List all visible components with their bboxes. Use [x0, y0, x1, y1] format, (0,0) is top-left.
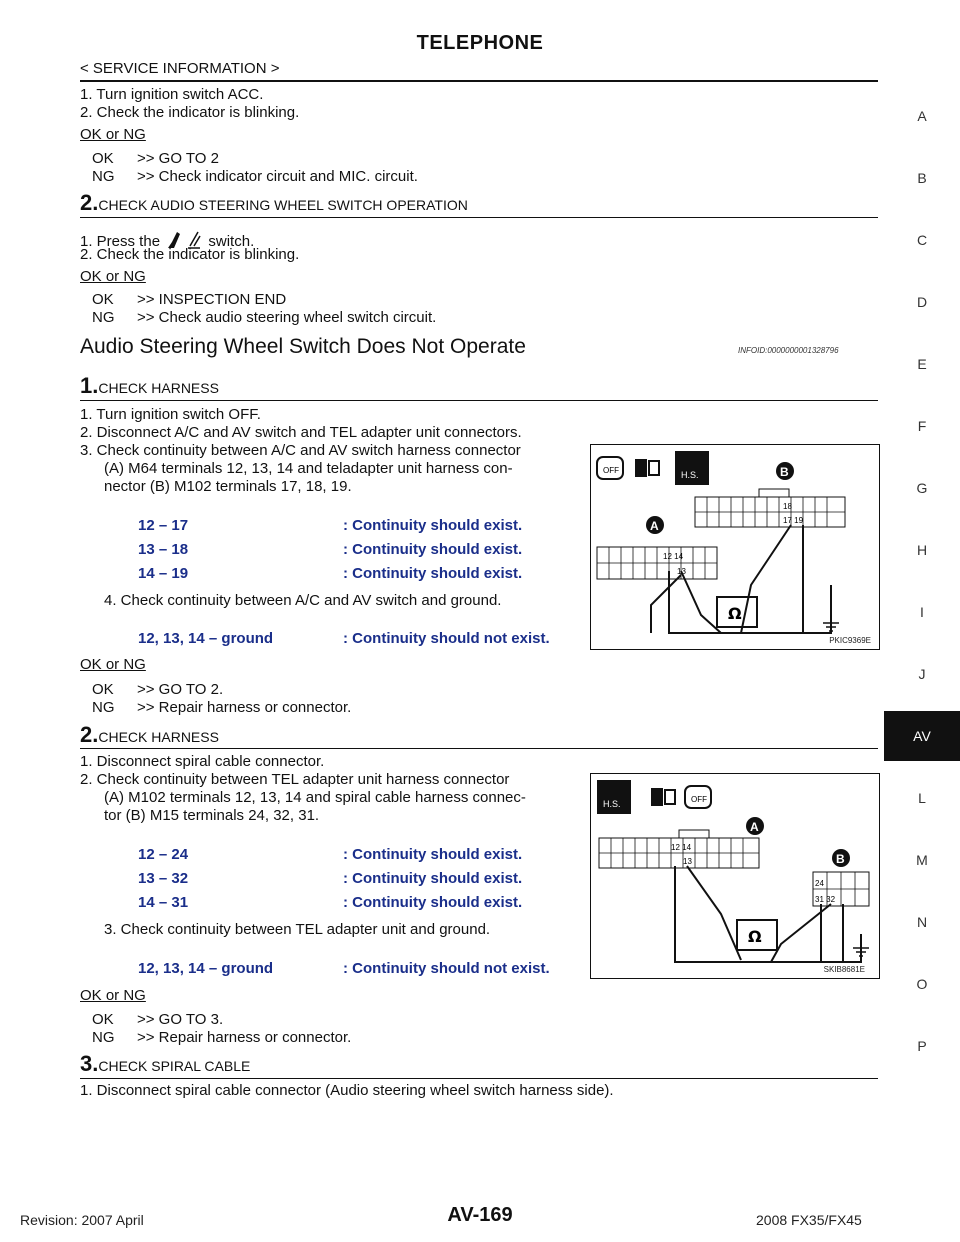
page-number: AV-169	[447, 1204, 513, 1226]
spec-terminals: 12, 13, 14 – ground	[138, 960, 274, 977]
figure-code: SKIB8681E	[823, 965, 865, 974]
spec-terminals: 14 – 31	[138, 894, 189, 911]
step-title: CHECK HARNESS	[98, 729, 219, 745]
result-text: >> Check audio steering wheel switch circuit.	[137, 309, 437, 326]
result-code: OK	[92, 291, 114, 308]
spec-terminals: 14 – 19	[138, 565, 189, 582]
step-heading	[80, 373, 219, 399]
figure-code: PKIC9369E	[829, 636, 871, 645]
connector-diagram	[590, 444, 880, 650]
result-text: >> GO TO 3.	[137, 1011, 224, 1028]
step-title: CHECK SPIRAL CABLE	[98, 1058, 251, 1074]
step-heading	[80, 1051, 250, 1077]
pins-b-top: 18	[783, 502, 792, 511]
pins-a-top: 12 14	[671, 843, 692, 852]
result-code: OK	[92, 150, 114, 167]
tab-av[interactable]: AV	[884, 711, 960, 761]
spec-result: : Continuity should exist.	[343, 517, 523, 534]
step-line: (A) M64 terminals 12, 13, 14 and teladapter unit harness con-	[104, 460, 513, 477]
spec-terminals: 12 – 17	[138, 517, 189, 534]
spec-terminals: 13 – 32	[138, 870, 189, 887]
harness-side-icon	[675, 451, 709, 485]
result-text: >> Check indicator circuit and MIC. circuit.	[137, 168, 418, 185]
step-title: CHECK AUDIO STEERING WHEEL SWITCH OPERATION	[98, 197, 468, 213]
step-heading	[80, 722, 219, 748]
spec-terminals: 12 – 24	[138, 846, 189, 863]
result-code: OK	[92, 681, 114, 698]
step-line: tor (B) M15 terminals 24, 32, 31.	[104, 807, 320, 824]
step-rule	[80, 400, 878, 401]
result-text: >> INSPECTION END	[137, 291, 287, 308]
result-code: NG	[92, 699, 115, 716]
label-a: A	[750, 820, 759, 834]
tab-g[interactable]: G	[916, 480, 928, 496]
spec-result: : Continuity should not exist.	[343, 630, 550, 647]
step-line: 2. Check the indicator is blinking.	[80, 246, 300, 263]
tab-b[interactable]: B	[917, 170, 927, 186]
disconnect-icon	[635, 459, 659, 477]
tab-l[interactable]: L	[918, 790, 926, 806]
step-line: 4. Check continuity between A/C and AV switch and ground.	[104, 592, 502, 609]
off-key-icon	[685, 786, 711, 808]
spec-terminals: 12, 13, 14 – ground	[138, 630, 274, 647]
pins-a-bot: 13	[683, 857, 692, 866]
ok-or-ng-label: OK or NG	[80, 126, 146, 143]
step-line: 3. Check continuity between A/C and AV switch harness connector	[80, 442, 521, 459]
tab-n[interactable]: N	[916, 914, 928, 930]
tab-h[interactable]: H	[916, 542, 928, 558]
tab-f[interactable]: F	[917, 418, 927, 434]
result-code: OK	[92, 1011, 114, 1028]
page-title: TELEPHONE	[416, 32, 544, 54]
section-label: < SERVICE INFORMATION >	[80, 60, 280, 77]
step-title: CHECK HARNESS	[98, 380, 219, 396]
result-code: NG	[92, 309, 115, 326]
ohm-symbol: Ω	[728, 604, 742, 623]
result-text: >> GO TO 2	[137, 150, 219, 167]
ok-or-ng-label: OK or NG	[80, 987, 146, 1004]
tab-p[interactable]: P	[917, 1038, 927, 1054]
off-key-icon	[597, 457, 623, 479]
spec-result: : Continuity should exist.	[343, 894, 523, 911]
tab-e[interactable]: E	[917, 356, 927, 372]
header-rule	[80, 80, 878, 82]
tab-m[interactable]: M	[916, 852, 928, 868]
step-number: 2.	[80, 190, 99, 215]
tab-o[interactable]: O	[916, 976, 928, 992]
step-line: 2. Check continuity between TEL adapter unit harness connector	[80, 771, 510, 788]
info-id: INFOID:0000000001328796	[738, 346, 839, 355]
ok-or-ng-label: OK or NG	[80, 268, 146, 285]
off-label: OFF	[691, 795, 707, 804]
label-b: B	[780, 465, 789, 479]
tab-c[interactable]: C	[916, 232, 928, 248]
spec-result: : Continuity should not exist.	[343, 960, 550, 977]
step-rule	[80, 1078, 878, 1079]
pins-a-top: 12 14	[663, 552, 684, 561]
spec-result: : Continuity should exist.	[343, 541, 523, 558]
spec-result: : Continuity should exist.	[343, 846, 523, 863]
result-text: >> Repair harness or connector.	[137, 699, 352, 716]
pins-b-top: 24	[815, 879, 824, 888]
harness-side-icon	[597, 780, 631, 814]
pins-b-bot: 31 32	[815, 895, 836, 904]
step-number: 1.	[80, 373, 99, 398]
step-line: (A) M102 terminals 12, 13, 14 and spiral cable harness connec-	[104, 789, 526, 806]
tab-a[interactable]: A	[917, 108, 927, 124]
section-heading: Audio Steering Wheel Switch Does Not Operate	[80, 335, 526, 358]
pins-b-bot: 17 19	[783, 516, 804, 525]
ohm-symbol: Ω	[748, 927, 762, 946]
step-line-text: 1. Press the	[80, 233, 161, 250]
hs-label: H.S.	[681, 470, 699, 480]
disconnect-icon	[651, 788, 675, 806]
hs-label: H.S.	[603, 799, 621, 809]
result-code: NG	[92, 168, 115, 185]
step-line-text: switch.	[208, 233, 255, 250]
step-number: 3.	[80, 1051, 99, 1076]
step-line: nector (B) M102 terminals 17, 18, 19.	[104, 478, 352, 495]
result-code: NG	[92, 1029, 115, 1046]
step-heading	[80, 190, 468, 216]
spec-terminals: 13 – 18	[138, 541, 189, 558]
tab-d[interactable]: D	[916, 294, 928, 310]
step-line: 3. Check continuity between TEL adapter unit and ground.	[104, 921, 491, 938]
label-a: A	[650, 519, 659, 533]
result-text: >> Repair harness or connector.	[137, 1029, 352, 1046]
connector-diagram-svg	[591, 445, 879, 649]
step-rule	[80, 748, 878, 749]
intro-step-2: 2. Check the indicator is blinking.	[80, 104, 300, 121]
off-label: OFF	[603, 466, 619, 475]
connector-diagram	[590, 773, 880, 979]
step-rule	[80, 217, 878, 218]
result-text: >> GO TO 2.	[137, 681, 224, 698]
revision-date: Revision: 2007 April	[20, 1212, 144, 1228]
spec-result: : Continuity should exist.	[343, 870, 523, 887]
step-line: 1. Disconnect spiral cable connector (Audio steering wheel switch harness side).	[80, 1082, 614, 1099]
step-number: 2.	[80, 722, 99, 747]
tab-j[interactable]: J	[918, 666, 926, 682]
step-line: 1. Turn ignition switch OFF.	[80, 406, 261, 423]
tab-i[interactable]: I	[920, 604, 924, 620]
spec-result: : Continuity should exist.	[343, 565, 523, 582]
label-b: B	[836, 852, 845, 866]
ok-or-ng-label: OK or NG	[80, 656, 146, 673]
model-name: 2008 FX35/FX45	[756, 1212, 862, 1228]
intro-step-1: 1. Turn ignition switch ACC.	[80, 86, 264, 103]
step-line: 2. Disconnect A/C and AV switch and TEL adapter unit connectors.	[80, 424, 522, 441]
connector-diagram-svg	[591, 774, 879, 978]
pins-a-bot: 13	[677, 567, 686, 576]
step-line: 1. Disconnect spiral cable connector.	[80, 753, 325, 770]
